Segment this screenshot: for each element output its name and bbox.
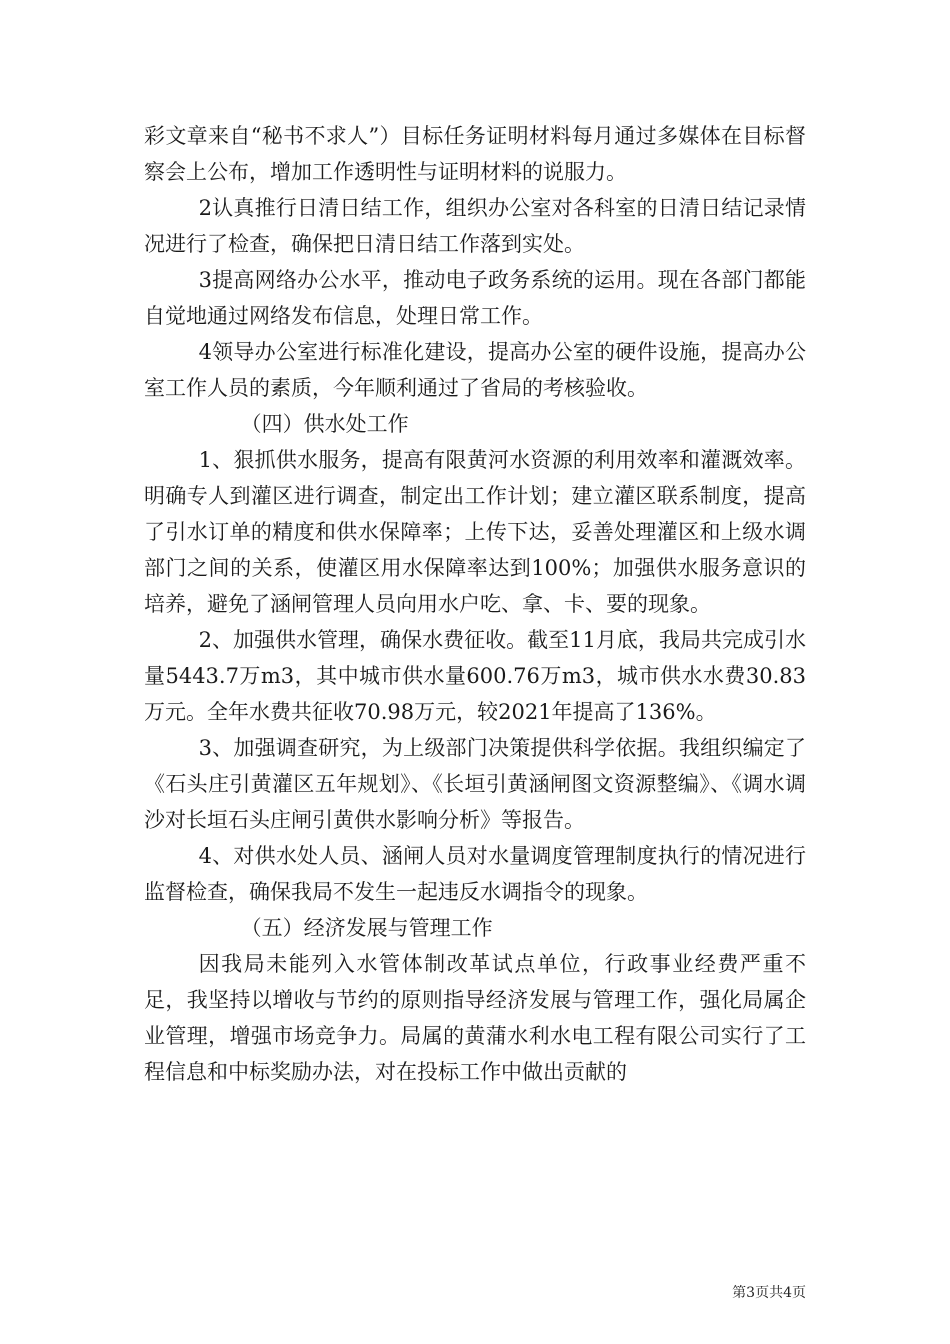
paragraph-water-supply-2: 2、加强供水管理，确保水费征收。截至11月底，我局共完成引水量5443.7万m3，其中城市供水量600.76万m3，城市供水水费30.83万元。全年水费共征收70.98万元，较2021年提高了136%。 <box>144 628 806 724</box>
paragraph-item-2: 2认真推行日清日结工作，组织办公室对各科室的日清日结记录情况进行了检查，确保把日清日结工作落到实处。 <box>144 196 806 256</box>
paragraph-continuation: 彩文章来自“秘书不求人”）目标任务证明材料每月通过多媒体在目标督察会上公布，增加工作透明性与证明材料的说服力。 <box>144 124 806 184</box>
document-body <box>144 118 806 1090</box>
paragraph-water-supply-4: 4、对供水处人员、涵闸人员对水量调度管理制度执行的情况进行监督检查，确保我局不发生一起违反水调指令的现象。 <box>144 844 806 904</box>
paragraph-item-4: 4领导办公室进行标准化建设，提高办公室的硬件设施，提高办公室工作人员的素质，今年顺利通过了省局的考核验收。 <box>144 340 806 400</box>
paragraph-economy-1: 因我局未能列入水管体制改革试点单位，行政事业经费严重不足，我坚持以增收与节约的原则指导经济发展与管理工作，强化局属企业管理，增强市场竞争力。局属的黄蒲水利水电工程有限公司实行了工程信息和中标奖励办法，对在投标工作中做出贡献的 <box>144 952 806 1084</box>
page-number: 第3页共4页 <box>732 1285 806 1301</box>
paragraph-water-supply-3: 3、加强调查研究，为上级部门决策提供科学依据。我组织编定了《石头庄引黄灌区五年规划》、《长垣引黄涵闸图文资源整编》、《调水调沙对长垣石头庄闸引黄供水影响分析》等报告。 <box>144 736 806 832</box>
section-heading-water-supply: （四）供水处工作 <box>240 412 409 436</box>
paragraph-water-supply-1: 1、狠抓供水服务，提高有限黄河水资源的利用效率和灌溉效率。明确专人到灌区进行调查，制定出工作计划；建立灌区联系制度，提高了引水订单的精度和供水保障率；上传下达，妥善处理灌区和上级水调部门之间的关系，使灌区用水保障率达到100%；加强供水服务意识的培养，避免了涵闸管理人员向用水户吃、拿、卡、要的现象。 <box>144 448 806 616</box>
paragraph-item-3: 3提高网络办公水平，推动电子政务系统的运用。现在各部门都能自觉地通过网络发布信息，处理日常工作。 <box>144 268 806 328</box>
section-heading-economy: （五）经济发展与管理工作 <box>240 916 493 940</box>
